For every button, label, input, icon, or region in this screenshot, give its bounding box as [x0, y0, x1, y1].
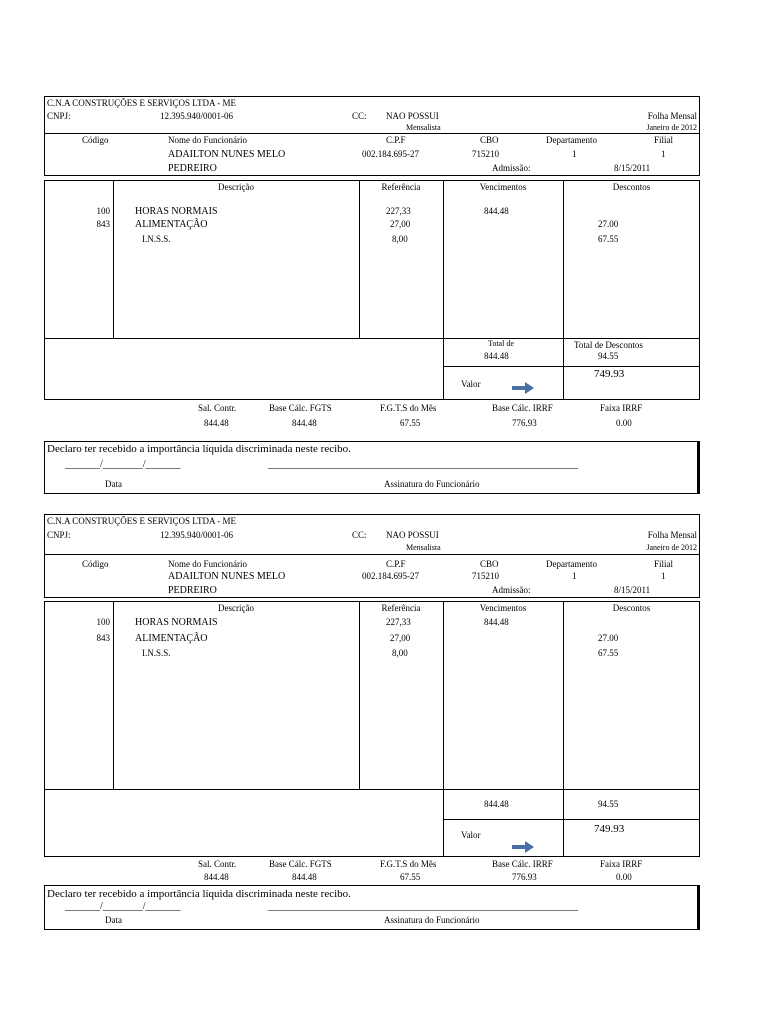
employee-department: 1: [572, 149, 577, 159]
item-ref: 227,33: [386, 617, 411, 627]
fgts-mes-label: F.G.T.S do Mês: [380, 403, 437, 413]
net-value: 749.93: [594, 823, 625, 835]
item-desc: I.N.S.S.: [142, 648, 171, 658]
item-desconto: 27.00: [598, 219, 619, 229]
item-code: 843: [96, 633, 110, 643]
col-descontos: Descontos: [612, 603, 651, 613]
right-arrow-icon: [512, 841, 534, 853]
sal-contr: 844.48: [204, 872, 229, 882]
faixa-irrf: 0.00: [616, 872, 632, 882]
header-cbo: CBO: [480, 559, 499, 569]
base-irrf-label: Base Cálc. IRRF: [492, 403, 553, 413]
item-code: 100: [96, 206, 110, 216]
header-cbo: CBO: [480, 135, 499, 145]
item-ref: 27,00: [390, 633, 411, 643]
sheet-type: Folha Mensal: [647, 111, 697, 121]
faixa-irrf: 0.00: [616, 418, 632, 428]
employee-filial: 1: [661, 571, 666, 581]
header-filial: Filial: [654, 559, 674, 569]
header-codigo: Código: [82, 135, 109, 145]
cnpj-value: 12.395.940/0001-06: [160, 111, 233, 121]
cnpj-label: CNPJ:: [47, 111, 71, 121]
faixa-irrf-label: Faixa IRRF: [600, 403, 643, 413]
base-fgts: 844.48: [292, 418, 317, 428]
item-code: 843: [96, 219, 110, 229]
valor-label: Valor: [461, 379, 481, 389]
signature-line: ______________________________________________________________: [268, 901, 578, 912]
item-ref: 8,00: [392, 648, 408, 658]
header-box: [44, 96, 700, 176]
cc-value: NAO POSSUI: [386, 530, 439, 540]
cc-value: NAO POSSUI: [386, 111, 439, 121]
employee-cbo: 715210: [472, 571, 499, 581]
payslip-2: [44, 514, 700, 930]
employee-cpf: 002.184.695-27: [362, 149, 419, 159]
date-line: _______/________/_______: [65, 459, 181, 470]
declaration-text: Declaro ter recebido a importância líquida discriminada neste recibo.: [47, 443, 351, 455]
item-desc: I.N.S.S.: [142, 234, 171, 244]
col-referencia: Referência: [381, 182, 421, 192]
col-descricao: Descrição: [218, 182, 254, 192]
base-fgts: 844.48: [292, 872, 317, 882]
net-value: 749.93: [594, 368, 625, 380]
base-fgts-label: Base Cálc. FGTS: [269, 403, 332, 413]
col-descricao: Descrição: [218, 603, 254, 613]
header-codigo: Código: [82, 559, 109, 569]
admission-label: Admissão:: [492, 163, 531, 173]
date-label: Data: [105, 915, 122, 925]
item-ref: 227,33: [386, 206, 411, 216]
item-desc: HORAS NORMAIS: [135, 206, 218, 217]
faixa-irrf-label: Faixa IRRF: [600, 859, 643, 869]
item-ref: 27,00: [390, 219, 411, 229]
admission-date: 8/15/2011: [614, 585, 651, 595]
employee-name: ADAILTON NUNES MELO: [168, 149, 286, 160]
cnpj-label: CNPJ:: [47, 530, 71, 540]
cc-label: CC:: [352, 530, 367, 540]
col-descontos: Descontos: [612, 182, 651, 192]
fgts-mes-label: F.G.T.S do Mês: [380, 859, 437, 869]
employee-name: ADAILTON NUNES MELO: [168, 571, 286, 582]
item-desc: ALIMENTAÇÃO: [135, 633, 208, 644]
company-name: C.N.A CONSTRUÇÕES E SERVIÇOS LTDA - ME: [47, 98, 236, 108]
payslip-1: [44, 96, 700, 494]
declaration-text: Declaro ter recebido a importância líquida discriminada neste recibo.: [47, 888, 351, 900]
col-vencimentos: Vencimentos: [479, 182, 527, 192]
signature-label: Assinatura do Funcionário: [384, 915, 480, 925]
header-cpf: C.P.F: [386, 135, 406, 145]
payment-type: Mensalista: [406, 543, 441, 552]
header-cpf: C.P.F: [386, 559, 406, 569]
fgts-mes: 67.55: [400, 872, 421, 882]
signature-line: ______________________________________________________________: [268, 459, 578, 470]
header-box: [44, 514, 700, 598]
col-referencia: Referência: [381, 603, 421, 613]
company-name: C.N.A CONSTRUÇÕES E SERVIÇOS LTDA - ME: [47, 516, 236, 526]
total-vencimentos-label: Total de: [488, 339, 514, 348]
total-vencimentos: 844.48: [484, 799, 509, 809]
employee-filial: 1: [661, 149, 666, 159]
signature-label: Assinatura do Funcionário: [384, 479, 480, 489]
date-label: Data: [105, 479, 122, 489]
item-venc: 844.48: [484, 206, 509, 216]
total-descontos-label: Total de Descontos: [574, 340, 643, 350]
sheet-type: Folha Mensal: [647, 530, 697, 540]
payment-type: Mensalista: [406, 123, 441, 132]
right-arrow-icon: [512, 382, 534, 394]
col-vencimentos: Vencimentos: [479, 603, 527, 613]
period: Janeiro de 2012: [646, 543, 697, 552]
item-desconto: 27.00: [598, 633, 619, 643]
employee-department: 1: [572, 571, 577, 581]
item-code: 100: [96, 617, 110, 627]
total-descontos: 94.55: [598, 351, 619, 361]
sal-contr-label: Sal. Contr.: [198, 859, 237, 869]
item-desconto: 67.55: [598, 648, 619, 658]
cnpj-value: 12.395.940/0001-06: [160, 530, 233, 540]
period: Janeiro de 2012: [646, 123, 697, 132]
item-ref: 8,00: [392, 234, 408, 244]
employee-role: PEDREIRO: [168, 585, 217, 596]
employee-cbo: 715210: [472, 149, 499, 159]
header-nome: Nome do Funcionário: [168, 135, 247, 145]
item-desconto: 67.55: [598, 234, 619, 244]
sal-contr: 844.48: [204, 418, 229, 428]
employee-role: PEDREIRO: [168, 163, 217, 174]
admission-date: 8/15/2011: [614, 163, 651, 173]
cc-label: CC:: [352, 111, 367, 121]
header-nome: Nome do Funcionário: [168, 559, 247, 569]
header-departamento: Departamento: [546, 559, 597, 569]
total-descontos: 94.55: [598, 799, 619, 809]
item-venc: 844.48: [484, 617, 509, 627]
date-line: _______/________/_______: [65, 901, 181, 912]
base-irrf-label: Base Cálc. IRRF: [492, 859, 553, 869]
base-fgts-label: Base Cálc. FGTS: [269, 859, 332, 869]
total-vencimentos: 844.48: [484, 351, 509, 361]
employee-cpf: 002.184.695-27: [362, 571, 419, 581]
valor-label: Valor: [461, 830, 481, 840]
header-departamento: Departamento: [546, 135, 597, 145]
header-filial: Filial: [654, 135, 674, 145]
sal-contr-label: Sal. Contr.: [198, 403, 237, 413]
admission-label: Admissão:: [492, 585, 531, 595]
item-desc: ALIMENTAÇÃO: [135, 219, 208, 230]
base-irrf: 776.93: [512, 872, 537, 882]
fgts-mes: 67.55: [400, 418, 421, 428]
item-desc: HORAS NORMAIS: [135, 617, 218, 628]
base-irrf: 776.93: [512, 418, 537, 428]
